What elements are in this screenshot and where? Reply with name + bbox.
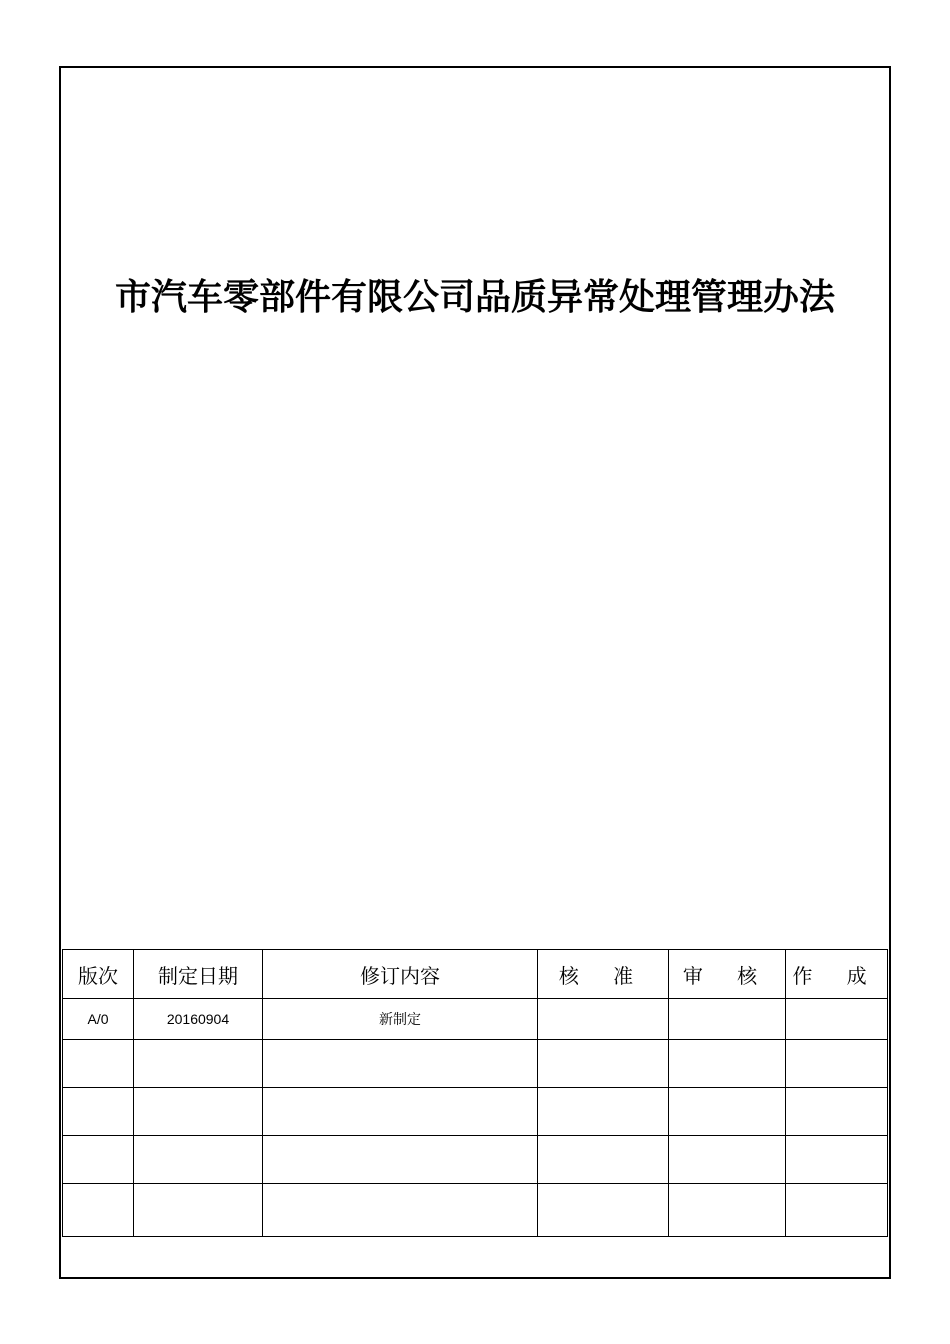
cell-version: [63, 1136, 134, 1184]
revision-table: [62, 949, 888, 1237]
header-author: 作 成: [786, 950, 888, 999]
cell-version: [63, 1040, 134, 1088]
revision-table-header: [63, 950, 888, 999]
cell-approve: [538, 1088, 669, 1136]
page-border: [59, 66, 891, 1279]
header-content: 修订内容: [263, 950, 538, 999]
table-row: [63, 1088, 888, 1136]
cell-author: [786, 1040, 888, 1088]
cell-date: [134, 1040, 263, 1088]
cell-version: A/0: [63, 999, 134, 1040]
cell-date: 20160904: [134, 999, 263, 1040]
cell-content: [263, 1088, 538, 1136]
cell-version: [63, 1184, 134, 1237]
cell-approve: [538, 1040, 669, 1088]
cell-review: [669, 1184, 786, 1237]
header-approve: 核 准: [538, 950, 669, 999]
cell-date: [134, 1184, 263, 1237]
cell-author: [786, 1136, 888, 1184]
table-row: [63, 1040, 888, 1088]
cell-content: 新制定: [263, 999, 538, 1040]
cell-review: [669, 1040, 786, 1088]
cell-review: [669, 1088, 786, 1136]
cell-content: [263, 1184, 538, 1237]
cell-approve: [538, 999, 669, 1040]
document-title: 市汽车零部件有限公司品质异常处理管理办法: [114, 277, 835, 318]
cell-content: [263, 1136, 538, 1184]
cell-version: [63, 1088, 134, 1136]
header-date: 制定日期: [134, 950, 263, 999]
table-row: [63, 1136, 888, 1184]
cell-author: [786, 1088, 888, 1136]
table-row: [63, 999, 888, 1040]
cell-approve: [538, 1136, 669, 1184]
cell-date: [134, 1088, 263, 1136]
cell-review: [669, 1136, 786, 1184]
cell-content: [263, 1040, 538, 1088]
header-version: 版次: [63, 950, 134, 999]
cell-date: [134, 1136, 263, 1184]
header-review: 审 核: [669, 950, 786, 999]
cell-author: [786, 999, 888, 1040]
cell-approve: [538, 1184, 669, 1237]
table-row: [63, 1184, 888, 1237]
cell-review: [669, 999, 786, 1040]
cell-author: [786, 1184, 888, 1237]
